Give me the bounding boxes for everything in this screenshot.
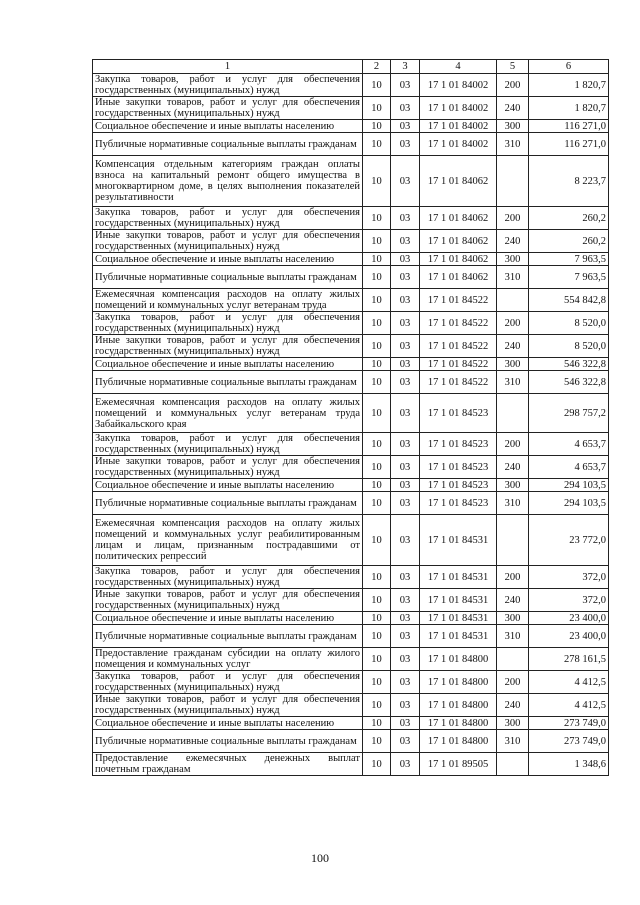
cell-vr: 310 — [497, 625, 529, 648]
cell-vr: 300 — [497, 717, 529, 730]
cell-pr: 03 — [391, 433, 420, 456]
table-body — [93, 74, 609, 776]
cell-vr: 310 — [497, 730, 529, 753]
cell-sum: 278 161,5 — [529, 648, 609, 671]
table-row — [93, 289, 609, 312]
cell-sum: 8 520,0 — [529, 312, 609, 335]
cell-name: Социальное обеспечение и иные выплаты населению — [93, 479, 363, 492]
cell-vr: 300 — [497, 612, 529, 625]
cell-sum: 4 653,7 — [529, 433, 609, 456]
cell-pr: 03 — [391, 753, 420, 776]
cell-csr: 17 1 01 84800 — [420, 694, 497, 717]
table-row — [93, 753, 609, 776]
cell-csr: 17 1 01 84062 — [420, 207, 497, 230]
cell-csr: 17 1 01 84531 — [420, 566, 497, 589]
cell-vr: 200 — [497, 207, 529, 230]
cell-sum: 23 400,0 — [529, 625, 609, 648]
cell-vr — [497, 648, 529, 671]
cell-rz: 10 — [363, 456, 391, 479]
cell-name: Закупка товаров, работ и услуг для обеспечения государственных (муниципальных) нужд — [93, 74, 363, 97]
cell-sum: 372,0 — [529, 566, 609, 589]
cell-rz: 10 — [363, 133, 391, 156]
cell-vr: 240 — [497, 456, 529, 479]
table-row — [93, 456, 609, 479]
cell-vr — [497, 156, 529, 207]
cell-rz: 10 — [363, 394, 391, 433]
cell-vr: 240 — [497, 97, 529, 120]
cell-rz: 10 — [363, 207, 391, 230]
cell-pr: 03 — [391, 566, 420, 589]
cell-rz: 10 — [363, 266, 391, 289]
cell-pr: 03 — [391, 589, 420, 612]
cell-pr: 03 — [391, 515, 420, 566]
cell-name: Публичные нормативные социальные выплаты гражданам — [93, 371, 363, 394]
cell-vr: 200 — [497, 671, 529, 694]
cell-name: Иные закупки товаров, работ и услуг для обеспечения государственных (муниципальных) нужд — [93, 694, 363, 717]
table-row — [93, 694, 609, 717]
cell-name: Ежемесячная компенсация расходов на оплату жилых помещений и коммунальных услуг ветеранам труда — [93, 289, 363, 312]
table-row — [93, 730, 609, 753]
cell-name: Социальное обеспечение и иные выплаты населению — [93, 253, 363, 266]
cell-rz: 10 — [363, 358, 391, 371]
table-row — [93, 358, 609, 371]
cell-rz: 10 — [363, 312, 391, 335]
cell-sum: 298 757,2 — [529, 394, 609, 433]
cell-name: Закупка товаров, работ и услуг для обеспечения государственных (муниципальных) нужд — [93, 207, 363, 230]
cell-pr: 03 — [391, 371, 420, 394]
cell-vr — [497, 394, 529, 433]
cell-pr: 03 — [391, 492, 420, 515]
cell-sum: 8 520,0 — [529, 335, 609, 358]
cell-pr: 03 — [391, 156, 420, 207]
cell-name: Предоставление ежемесячных денежных выплат почетным гражданам — [93, 753, 363, 776]
cell-rz: 10 — [363, 74, 391, 97]
cell-csr: 17 1 01 84522 — [420, 289, 497, 312]
cell-csr: 17 1 01 84062 — [420, 156, 497, 207]
cell-rz: 10 — [363, 433, 391, 456]
header-col-5: 5 — [497, 60, 529, 74]
table-row — [93, 717, 609, 730]
cell-sum: 1 348,6 — [529, 753, 609, 776]
table-row — [93, 671, 609, 694]
cell-name: Компенсация отдельным категориям граждан оплаты взноса на капитальный ремонт общего имущества в многоквартирном доме, в целях выполнения показателей результативности — [93, 156, 363, 207]
cell-name: Публичные нормативные социальные выплаты гражданам — [93, 625, 363, 648]
header-row — [93, 60, 609, 74]
cell-vr: 300 — [497, 120, 529, 133]
cell-pr: 03 — [391, 289, 420, 312]
cell-csr: 17 1 01 84800 — [420, 730, 497, 753]
table-row — [93, 156, 609, 207]
cell-name: Иные закупки товаров, работ и услуг для обеспечения государственных (муниципальных) нужд — [93, 456, 363, 479]
cell-name: Закупка товаров, работ и услуг для обеспечения государственных (муниципальных) нужд — [93, 671, 363, 694]
cell-name: Публичные нормативные социальные выплаты гражданам — [93, 730, 363, 753]
cell-pr: 03 — [391, 266, 420, 289]
cell-csr: 17 1 01 84531 — [420, 589, 497, 612]
cell-vr: 200 — [497, 312, 529, 335]
cell-vr: 200 — [497, 566, 529, 589]
table-row — [93, 612, 609, 625]
cell-rz: 10 — [363, 156, 391, 207]
cell-rz: 10 — [363, 648, 391, 671]
cell-name: Публичные нормативные социальные выплаты гражданам — [93, 492, 363, 515]
cell-csr: 17 1 01 84531 — [420, 515, 497, 566]
cell-vr: 240 — [497, 694, 529, 717]
table-row — [93, 133, 609, 156]
header-col-6: 6 — [529, 60, 609, 74]
header-col-2: 2 — [363, 60, 391, 74]
table-row — [93, 371, 609, 394]
cell-rz: 10 — [363, 694, 391, 717]
table-row — [93, 625, 609, 648]
cell-vr: 240 — [497, 335, 529, 358]
cell-rz: 10 — [363, 253, 391, 266]
cell-pr: 03 — [391, 456, 420, 479]
cell-vr: 200 — [497, 433, 529, 456]
cell-rz: 10 — [363, 625, 391, 648]
cell-pr: 03 — [391, 394, 420, 433]
cell-rz: 10 — [363, 671, 391, 694]
table-row — [93, 74, 609, 97]
cell-pr: 03 — [391, 312, 420, 335]
cell-csr: 17 1 01 84062 — [420, 266, 497, 289]
table-row — [93, 120, 609, 133]
cell-sum: 546 322,8 — [529, 371, 609, 394]
cell-pr: 03 — [391, 230, 420, 253]
cell-vr: 310 — [497, 492, 529, 515]
cell-vr: 200 — [497, 74, 529, 97]
cell-rz: 10 — [363, 492, 391, 515]
cell-csr: 17 1 01 84523 — [420, 433, 497, 456]
cell-csr: 17 1 01 84522 — [420, 335, 497, 358]
cell-name: Публичные нормативные социальные выплаты гражданам — [93, 133, 363, 156]
cell-csr: 17 1 01 84002 — [420, 133, 497, 156]
cell-sum: 546 322,8 — [529, 358, 609, 371]
table-row — [93, 492, 609, 515]
cell-csr: 17 1 01 84002 — [420, 97, 497, 120]
cell-vr — [497, 515, 529, 566]
cell-rz: 10 — [363, 230, 391, 253]
table-row — [93, 515, 609, 566]
cell-pr: 03 — [391, 74, 420, 97]
cell-rz: 10 — [363, 753, 391, 776]
cell-name: Социальное обеспечение и иные выплаты населению — [93, 120, 363, 133]
cell-sum: 1 820,7 — [529, 97, 609, 120]
header-col-3: 3 — [391, 60, 420, 74]
table-row — [93, 648, 609, 671]
cell-sum: 4 412,5 — [529, 671, 609, 694]
cell-pr: 03 — [391, 717, 420, 730]
budget-table — [92, 59, 609, 776]
cell-sum: 260,2 — [529, 207, 609, 230]
cell-vr: 310 — [497, 266, 529, 289]
cell-csr: 17 1 01 84523 — [420, 479, 497, 492]
cell-sum: 4 653,7 — [529, 456, 609, 479]
cell-rz: 10 — [363, 515, 391, 566]
cell-csr: 17 1 01 84522 — [420, 358, 497, 371]
page-number: 100 — [311, 851, 329, 865]
cell-csr: 17 1 01 84062 — [420, 253, 497, 266]
cell-pr: 03 — [391, 612, 420, 625]
cell-csr: 17 1 01 84800 — [420, 717, 497, 730]
cell-vr — [497, 753, 529, 776]
cell-sum: 23 772,0 — [529, 515, 609, 566]
table-row — [93, 266, 609, 289]
cell-csr: 17 1 01 89505 — [420, 753, 497, 776]
table-row — [93, 335, 609, 358]
cell-pr: 03 — [391, 207, 420, 230]
cell-pr: 03 — [391, 335, 420, 358]
cell-pr: 03 — [391, 625, 420, 648]
cell-csr: 17 1 01 84522 — [420, 371, 497, 394]
cell-name: Закупка товаров, работ и услуг для обеспечения государственных (муниципальных) нужд — [93, 312, 363, 335]
cell-rz: 10 — [363, 589, 391, 612]
cell-sum: 273 749,0 — [529, 717, 609, 730]
table-row — [93, 312, 609, 335]
cell-pr: 03 — [391, 479, 420, 492]
header-col-4: 4 — [420, 60, 497, 74]
cell-rz: 10 — [363, 566, 391, 589]
cell-rz: 10 — [363, 717, 391, 730]
table-row — [93, 253, 609, 266]
cell-sum: 8 223,7 — [529, 156, 609, 207]
cell-pr: 03 — [391, 671, 420, 694]
cell-name: Предоставление гражданам субсидии на оплату жилого помещения и коммунальных услуг — [93, 648, 363, 671]
cell-sum: 554 842,8 — [529, 289, 609, 312]
table-row — [93, 207, 609, 230]
cell-name: Публичные нормативные социальные выплаты гражданам — [93, 266, 363, 289]
cell-rz: 10 — [363, 289, 391, 312]
cell-rz: 10 — [363, 97, 391, 120]
cell-name: Закупка товаров, работ и услуг для обеспечения государственных (муниципальных) нужд — [93, 566, 363, 589]
cell-csr: 17 1 01 84800 — [420, 648, 497, 671]
cell-sum: 273 749,0 — [529, 730, 609, 753]
cell-name: Социальное обеспечение и иные выплаты населению — [93, 717, 363, 730]
table-row — [93, 589, 609, 612]
cell-csr: 17 1 01 84523 — [420, 394, 497, 433]
cell-vr: 300 — [497, 358, 529, 371]
cell-csr: 17 1 01 84523 — [420, 456, 497, 479]
table-row — [93, 479, 609, 492]
cell-pr: 03 — [391, 133, 420, 156]
cell-csr: 17 1 01 84531 — [420, 612, 497, 625]
cell-sum: 4 412,5 — [529, 694, 609, 717]
table-row — [93, 97, 609, 120]
cell-name: Иные закупки товаров, работ и услуг для обеспечения государственных (муниципальных) нужд — [93, 97, 363, 120]
cell-name: Ежемесячная компенсация расходов на оплату жилых помещений и коммунальных услуг реабилитированным лицам и лицам, признанным пострадавшими от политических репрессий — [93, 515, 363, 566]
cell-sum: 116 271,0 — [529, 133, 609, 156]
cell-name: Иные закупки товаров, работ и услуг для обеспечения государственных (муниципальных) нужд — [93, 230, 363, 253]
table-row — [93, 566, 609, 589]
cell-pr: 03 — [391, 120, 420, 133]
table-row — [93, 433, 609, 456]
cell-rz: 10 — [363, 371, 391, 394]
cell-name: Социальное обеспечение и иные выплаты населению — [93, 612, 363, 625]
cell-rz: 10 — [363, 479, 391, 492]
cell-pr: 03 — [391, 358, 420, 371]
cell-vr: 310 — [497, 371, 529, 394]
header-col-1: 1 — [93, 60, 363, 74]
table-row — [93, 394, 609, 433]
cell-vr: 240 — [497, 230, 529, 253]
cell-sum: 294 103,5 — [529, 492, 609, 515]
cell-name: Закупка товаров, работ и услуг для обеспечения государственных (муниципальных) нужд — [93, 433, 363, 456]
cell-name: Иные закупки товаров, работ и услуг для обеспечения государственных (муниципальных) нужд — [93, 335, 363, 358]
cell-sum: 294 103,5 — [529, 479, 609, 492]
cell-sum: 116 271,0 — [529, 120, 609, 133]
cell-name: Социальное обеспечение и иные выплаты населению — [93, 358, 363, 371]
cell-pr: 03 — [391, 694, 420, 717]
cell-sum: 7 963,5 — [529, 253, 609, 266]
cell-vr: 310 — [497, 133, 529, 156]
cell-sum: 260,2 — [529, 230, 609, 253]
cell-vr — [497, 289, 529, 312]
cell-rz: 10 — [363, 120, 391, 133]
cell-csr: 17 1 01 84531 — [420, 625, 497, 648]
cell-csr: 17 1 01 84062 — [420, 230, 497, 253]
cell-name: Ежемесячная компенсация расходов на оплату жилых помещений и коммунальных услуг ветеранам труда Забайкальского края — [93, 394, 363, 433]
cell-vr: 300 — [497, 479, 529, 492]
cell-csr: 17 1 01 84523 — [420, 492, 497, 515]
cell-csr: 17 1 01 84002 — [420, 120, 497, 133]
table-header — [93, 60, 609, 74]
cell-sum: 23 400,0 — [529, 612, 609, 625]
cell-pr: 03 — [391, 648, 420, 671]
cell-rz: 10 — [363, 335, 391, 358]
cell-sum: 372,0 — [529, 589, 609, 612]
cell-vr: 300 — [497, 253, 529, 266]
cell-name: Иные закупки товаров, работ и услуг для обеспечения государственных (муниципальных) нужд — [93, 589, 363, 612]
cell-pr: 03 — [391, 253, 420, 266]
cell-csr: 17 1 01 84002 — [420, 74, 497, 97]
cell-sum: 1 820,7 — [529, 74, 609, 97]
cell-vr: 240 — [497, 589, 529, 612]
cell-rz: 10 — [363, 612, 391, 625]
cell-rz: 10 — [363, 730, 391, 753]
cell-csr: 17 1 01 84522 — [420, 312, 497, 335]
table-row — [93, 230, 609, 253]
cell-csr: 17 1 01 84800 — [420, 671, 497, 694]
cell-pr: 03 — [391, 730, 420, 753]
cell-pr: 03 — [391, 97, 420, 120]
cell-sum: 7 963,5 — [529, 266, 609, 289]
